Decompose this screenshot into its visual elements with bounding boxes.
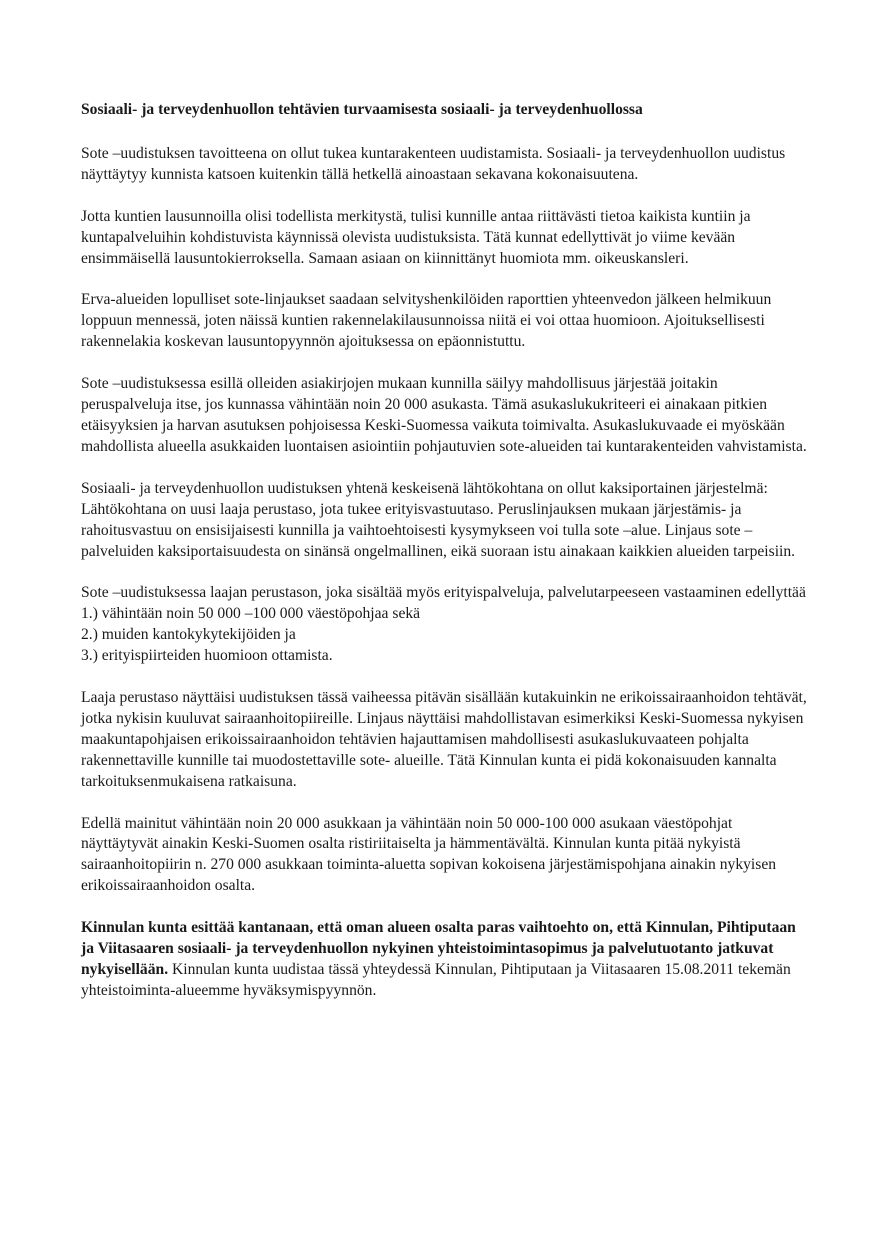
requirement-item: 1.) vähintään noin 50 000 –100 000 väestöpohjaa sekä [81,605,421,623]
conclusion-renewal: Kinnulan kunta uudistaa tässä yhteydessä Kinnulan, Pihtiputaan ja Viitasaaren 15.08.2011 tekemän yhteistoiminta-alueemme hyväksymispyynnön. [81,961,791,999]
paragraph-conclusion [81,918,811,1002]
requirement-item: 2.) muiden kantokykytekijöiden ja [81,626,296,644]
conclusion-statement: Kinnulan kunta esittää kantanaan, että oman alueen osalta paras vaihtoehto on, että Kinnulan, Pihtiputaan ja Viitasaaren sosiaali- ja terveydenhuollon nykyinen yhteistoimintasopimus ja palvelutuotanto jatkuvat nykyisellään. [81,919,796,978]
paragraph-population-criterion: Sote –uudistuksessa esillä olleiden asiakirjojen mukaan kunnilla säilyy mahdollisuus järjestää joitakin peruspalveluja itse, jos kunnassa vähintään noin 20 000 asukasta. Tämä asukaslukukriteeri ei ainakaan pitkien etäisyyksien ja harvan asutuksen pohjoisessa Keski-Suomessa vaikuta toimivalta. Asukaslukuvaade ei myöskään mahdollista alueella asukkaiden luontaisen asiointiin pohjautuvien sote-alueiden tai kuntarakenteiden vahvistamista. [81,375,807,455]
paragraph-specialist-care: Laaja perustaso näyttäisi uudistuksen tässä vaiheessa pitävän sisällään kutakuinkin ne erikoissairaanhoidon tehtävät, jotka nykisin kuuluvat sairaanhoitopiireille. Linjaus näyttäisi mahdollistavan esimerkiksi Keski-Suomessa nykyisen maakuntapohjaisen erikoissairaanhoidon tehtävien hajauttamisen mahdollisesti asukaslukuvaateen pohjalta rakennettaville kunnille tai muodostettaville sote- alueille. Tätä Kinnulan kunta ei pidä kokonaisuuden kannalta tarkoituksenmukaisena ratkaisuna. [81,689,807,790]
document-body [81,100,811,1023]
paragraph-municipal-info: Jotta kuntien lausunnoilla olisi todellista merkitystä, tulisi kunnille antaa riittävästi tietoa kaikista kuntiin ja kuntapalveluihin kohdistuvista käynnissä olevista uudistuksista. Tätä kunnat edellyttivät jo viime kevään ensimmäisellä lausuntokierroksella. Samaan asiaan on kiinnittänyt huomiota mm. oikeuskansleri. [81,207,751,267]
paragraph-erva-alignments: Erva-alueiden lopulliset sote-linjaukset saadaan selvityshenkilöiden raporttien yhteenvedon jälkeen helmikuun loppuun mennessä, joten näissä kuntien rakennelakilausunnoissa niitä ei voi ottaa huomioon. Ajoituksellisesti rakennelakia koskevan lausuntopyynnön ajoituksessa on epäonnistuttu. [81,291,772,351]
paragraph-base-level-requirements [81,583,811,667]
document-heading: Sosiaali- ja terveydenhuollon tehtävien turvaamisesta sosiaali- ja terveydenhuollossa [81,101,643,118]
paragraph-two-tier-system: Sosiaali- ja terveydenhuollon uudistuksen yhtenä keskeisenä lähtökohtana on ollut kaksiportainen järjestelmä: Lähtökohtana on uusi laaja perustaso, jota tukee erityisvastuutaso. Peruslinjauksen mukaan järjestämis- ja rahoitusvastuu on ensisijaisesti kunnilla ja vaihtoehtoisesti kysymykseen voi tulla sote –alue. Linjaus sote –palveluiden kaksiportaisuudesta on sinänsä ongelmallinen, eikä suoraan istu ainakaan kaikkien alueiden tarpeisiin. [81,479,796,560]
requirements-intro: Sote –uudistuksessa laajan perustason, joka sisältää myös erityispalveluja, palvelutarpeeseen vastaaminen edellyttää [81,584,806,602]
paragraph-sote-goal: Sote –uudistuksen tavoitteena on ollut tukea kuntarakenteen uudistamista. Sosiaali- ja terveydenhuollon uudistus näyttäytyy kunnista katsoen kuitenkin tällä hetkellä ainoastaan sekavana kokonaisuutena. [81,144,786,183]
requirement-item: 3.) erityispiirteiden huomioon ottamista. [81,647,333,665]
paragraph-population-bases: Edellä mainitut vähintään noin 20 000 asukkaan ja vähintään noin 50 000-100 000 asukaan väestöpohjat näyttäytyvät ainakin Keski-Suomen osalta ristiriitaiselta ja hämmentävältä. Kinnulan kunta pitää nykyistä sairaanhoitopiirin n. 270 000 asukkaan toiminta-aluetta sopivan kokoisena järjestämispohjana ainakin nykyisen erikoissairaanhoidon osalta. [81,814,777,895]
